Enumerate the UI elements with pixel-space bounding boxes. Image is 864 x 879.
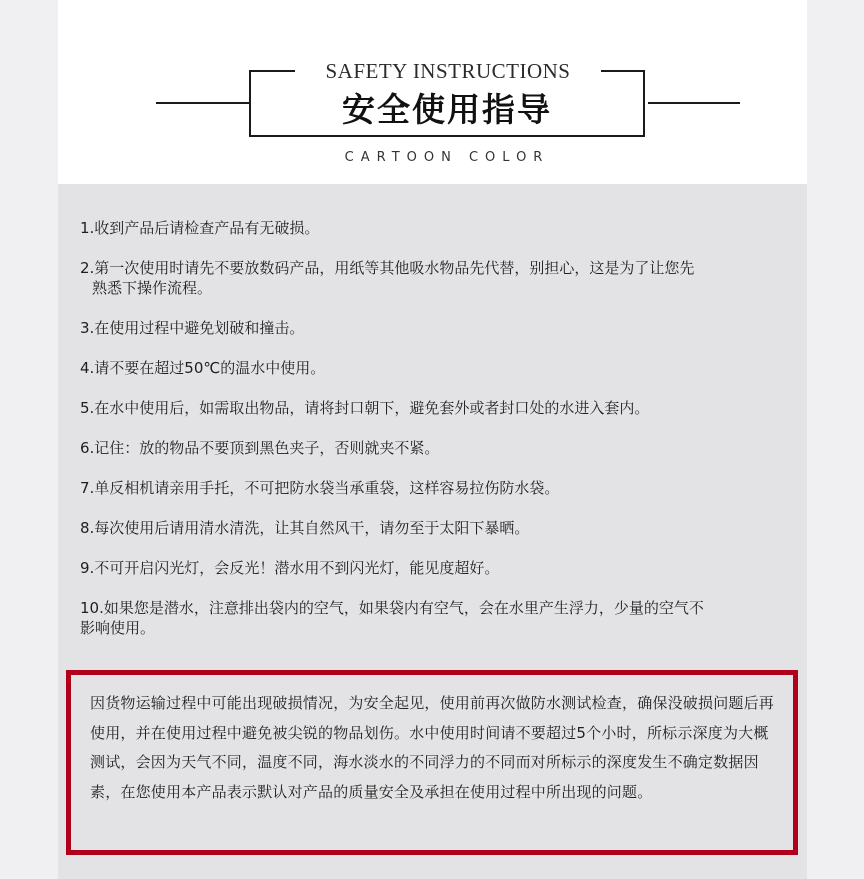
instruction-text: 4.请不要在超过50℃的温水中使用。: [80, 359, 326, 377]
disclaimer-box: [66, 670, 798, 855]
disclaimer-text: 因货物运输过程中可能出现破损情况，为安全起见，使用前再次做防水测试检查，确保没破损问题后再使用，并在使用过程中避免被尖锐的物品划伤。水中使用时间请不要超过5个小时，所标示深度为大概测试，会因为天气不同，温度不同，海水淡水的不同浮力的不同而对所标示的深度发生不确定数据因素，在您使用本产品表示默认对产品的质量安全及承担在使用过程中所出现的问题。: [90, 694, 775, 801]
page-title: 安全使用指导: [342, 90, 552, 129]
brand-subtitle: CARTOON COLOR: [344, 150, 550, 165]
instruction-item: [80, 258, 796, 298]
title-decor-line-left: [156, 102, 250, 104]
instruction-item: [80, 438, 796, 458]
instruction-item: [80, 398, 796, 418]
instruction-item: [80, 358, 796, 378]
instruction-text: 3.在使用过程中避免划破和撞击。: [80, 319, 305, 337]
instruction-text: 2.第一次使用时请先不要放数码产品，用纸等其他吸水物品先代替，别担心，这是为了让您先: [80, 259, 695, 277]
instructions-list: [80, 218, 796, 658]
instruction-text: 10.如果您是潜水，注意排出袋内的空气，如果袋内有空气，会在水里产生浮力，少量的空气不: [80, 599, 704, 617]
instruction-item: [80, 478, 796, 498]
english-title: SAFETY INSTRUCTIONS: [295, 58, 601, 84]
instruction-item: [80, 518, 796, 538]
instruction-item: [80, 318, 796, 338]
instruction-item: [80, 218, 796, 238]
instruction-text: 1.收到产品后请检查产品有无破损。: [80, 219, 320, 237]
instruction-text: 7.单反相机请亲用手托，不可把防水袋当承重袋，这样容易拉伤防水袋。: [80, 479, 560, 497]
instruction-text: 5.在水中使用后，如需取出物品，请将封口朝下，避免套外或者封口处的水进入套内。: [80, 399, 650, 417]
instruction-item: [80, 558, 796, 578]
instruction-text-continued: 影响使用。: [80, 619, 156, 637]
header: [0, 0, 864, 184]
instruction-item: [80, 598, 796, 638]
instruction-text: 8.每次使用后请用清水清洗，让其自然风干，请勿至于太阳下暴晒。: [80, 519, 530, 537]
instruction-text: 6.记住：放的物品不要顶到黑色夹子，否则就夹不紧。: [80, 439, 440, 457]
instruction-text: 9.不可开启闪光灯，会反光！潜水用不到闪光灯，能见度超好。: [80, 559, 500, 577]
instruction-text-continued: 熟悉下操作流程。: [92, 279, 213, 297]
title-decor-line-right: [648, 102, 740, 104]
